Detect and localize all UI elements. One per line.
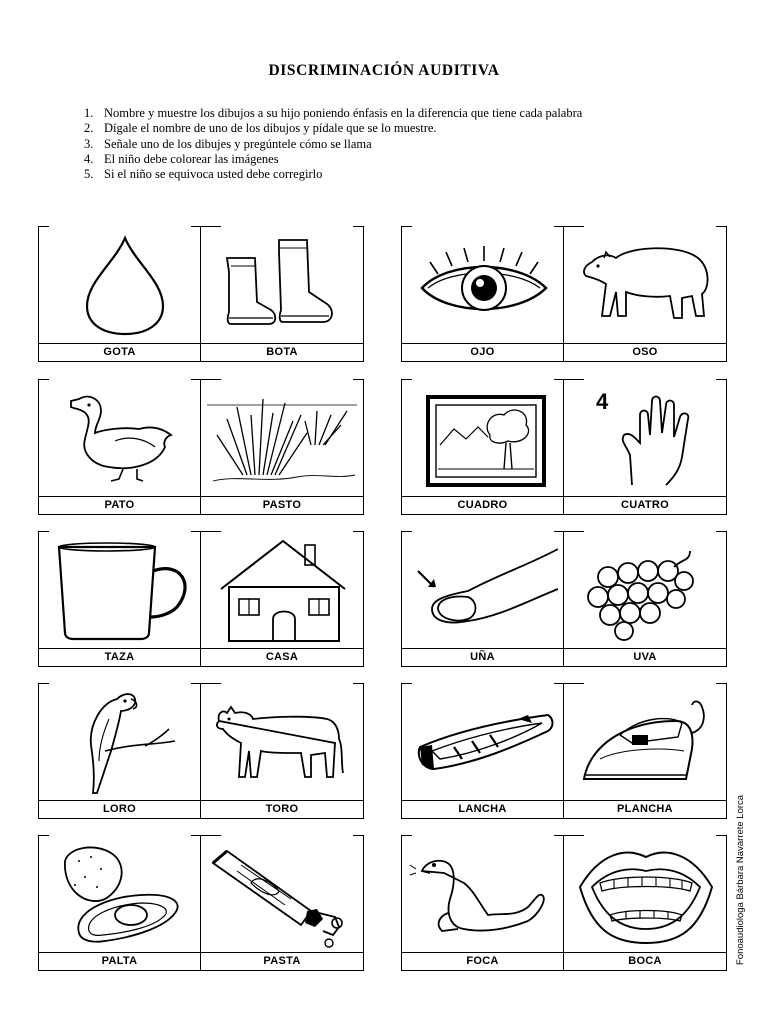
card-label: CUATRO	[564, 496, 726, 515]
card-una[interactable]	[401, 531, 563, 667]
iron-icon	[570, 689, 720, 797]
page-title: DISCRIMINACIÓN AUDITIVA	[268, 62, 500, 79]
fingernail-icon	[408, 537, 558, 645]
pair-ojo-oso	[401, 226, 727, 362]
card-gota[interactable]	[38, 226, 200, 362]
pair-palta-pasta	[38, 835, 364, 971]
inflatable-boat-icon	[408, 689, 558, 797]
pair-cuadro-cuatro	[401, 379, 727, 515]
card-plancha[interactable]	[563, 683, 727, 819]
card-label: TORO	[201, 800, 363, 819]
pair-foca-boca	[401, 835, 727, 971]
card-label: PALTA	[39, 952, 200, 971]
card-bota[interactable]	[200, 226, 364, 362]
instruction-item: 3. Señale uno de los dibujes y pregúntele cómo se llama	[84, 136, 372, 151]
card-taza[interactable]	[38, 531, 200, 667]
grass-icon	[207, 385, 357, 493]
mouth-icon	[570, 841, 720, 949]
bear-icon	[570, 232, 720, 340]
pair-gota-bota	[38, 226, 364, 362]
card-foca[interactable]	[401, 835, 563, 971]
card-label: PLANCHA	[564, 800, 726, 819]
pair-una-uva	[401, 531, 727, 667]
pair-lancha-plancha	[401, 683, 727, 819]
card-label: CASA	[201, 648, 363, 667]
toothpaste-icon	[207, 841, 357, 949]
number-four: 4	[596, 389, 609, 414]
card-label: UÑA	[402, 648, 563, 667]
card-pasta[interactable]	[200, 835, 364, 971]
card-uva[interactable]	[563, 531, 727, 667]
card-label: UVA	[564, 648, 726, 667]
card-ojo[interactable]	[401, 226, 563, 362]
card-pato[interactable]	[38, 379, 200, 515]
author-credit: Fonoaudiologa Bárbara Navarrete Lorca	[735, 794, 746, 965]
card-label: OSO	[564, 343, 726, 362]
drop-icon	[45, 232, 195, 340]
card-oso[interactable]	[563, 226, 727, 362]
instruction-item: 1. Nombre y muestre los dibujos a su hijo poniendo énfasis en la diferencia que tiene cada palabra	[84, 106, 583, 120]
avocado-icon	[45, 841, 195, 949]
instruction-item: 5. Si el niño se equivoca usted debe corregirlo	[84, 167, 323, 182]
card-pasto[interactable]	[200, 379, 364, 515]
card-label: LANCHA	[402, 800, 563, 819]
card-cuadro[interactable]	[401, 379, 563, 515]
card-palta[interactable]	[38, 835, 200, 971]
pair-loro-toro	[38, 683, 364, 819]
mug-icon	[45, 537, 195, 645]
card-label: OJO	[402, 343, 563, 362]
card-label: PASTO	[201, 496, 363, 515]
card-label: TAZA	[39, 648, 200, 667]
eye-icon	[408, 232, 558, 340]
card-label: FOCA	[402, 952, 563, 971]
duck-icon	[45, 385, 195, 493]
card-lancha[interactable]	[401, 683, 563, 819]
card-label: PATO	[39, 496, 200, 515]
card-toro[interactable]	[200, 683, 364, 819]
card-label: PASTA	[201, 952, 363, 971]
framed-picture-icon	[408, 385, 558, 493]
hand-four-fingers-icon	[570, 385, 720, 493]
card-label: BOCA	[564, 952, 726, 971]
card-label: GOTA	[39, 343, 200, 362]
seal-icon	[408, 841, 558, 949]
card-label: CUADRO	[402, 496, 563, 515]
card-label: LORO	[39, 800, 200, 819]
card-casa[interactable]	[200, 531, 364, 667]
parrot-icon	[45, 689, 195, 797]
card-boca[interactable]	[563, 835, 727, 971]
grapes-icon	[570, 537, 720, 645]
pair-pato-pasto	[38, 379, 364, 515]
bull-icon	[207, 689, 357, 797]
card-cuatro[interactable]	[563, 379, 727, 515]
instruction-item: 4. El niño debe colorear las imágenes	[84, 151, 279, 166]
house-icon	[207, 537, 357, 645]
instruction-item: 2. Dígale el nombre de uno de los dibujos y pídale que se lo muestre.	[84, 121, 437, 136]
card-loro[interactable]	[38, 683, 200, 819]
boots-icon	[207, 232, 357, 340]
pair-taza-casa	[38, 531, 364, 667]
instruction-list	[84, 106, 582, 182]
card-label: BOTA	[201, 343, 363, 362]
